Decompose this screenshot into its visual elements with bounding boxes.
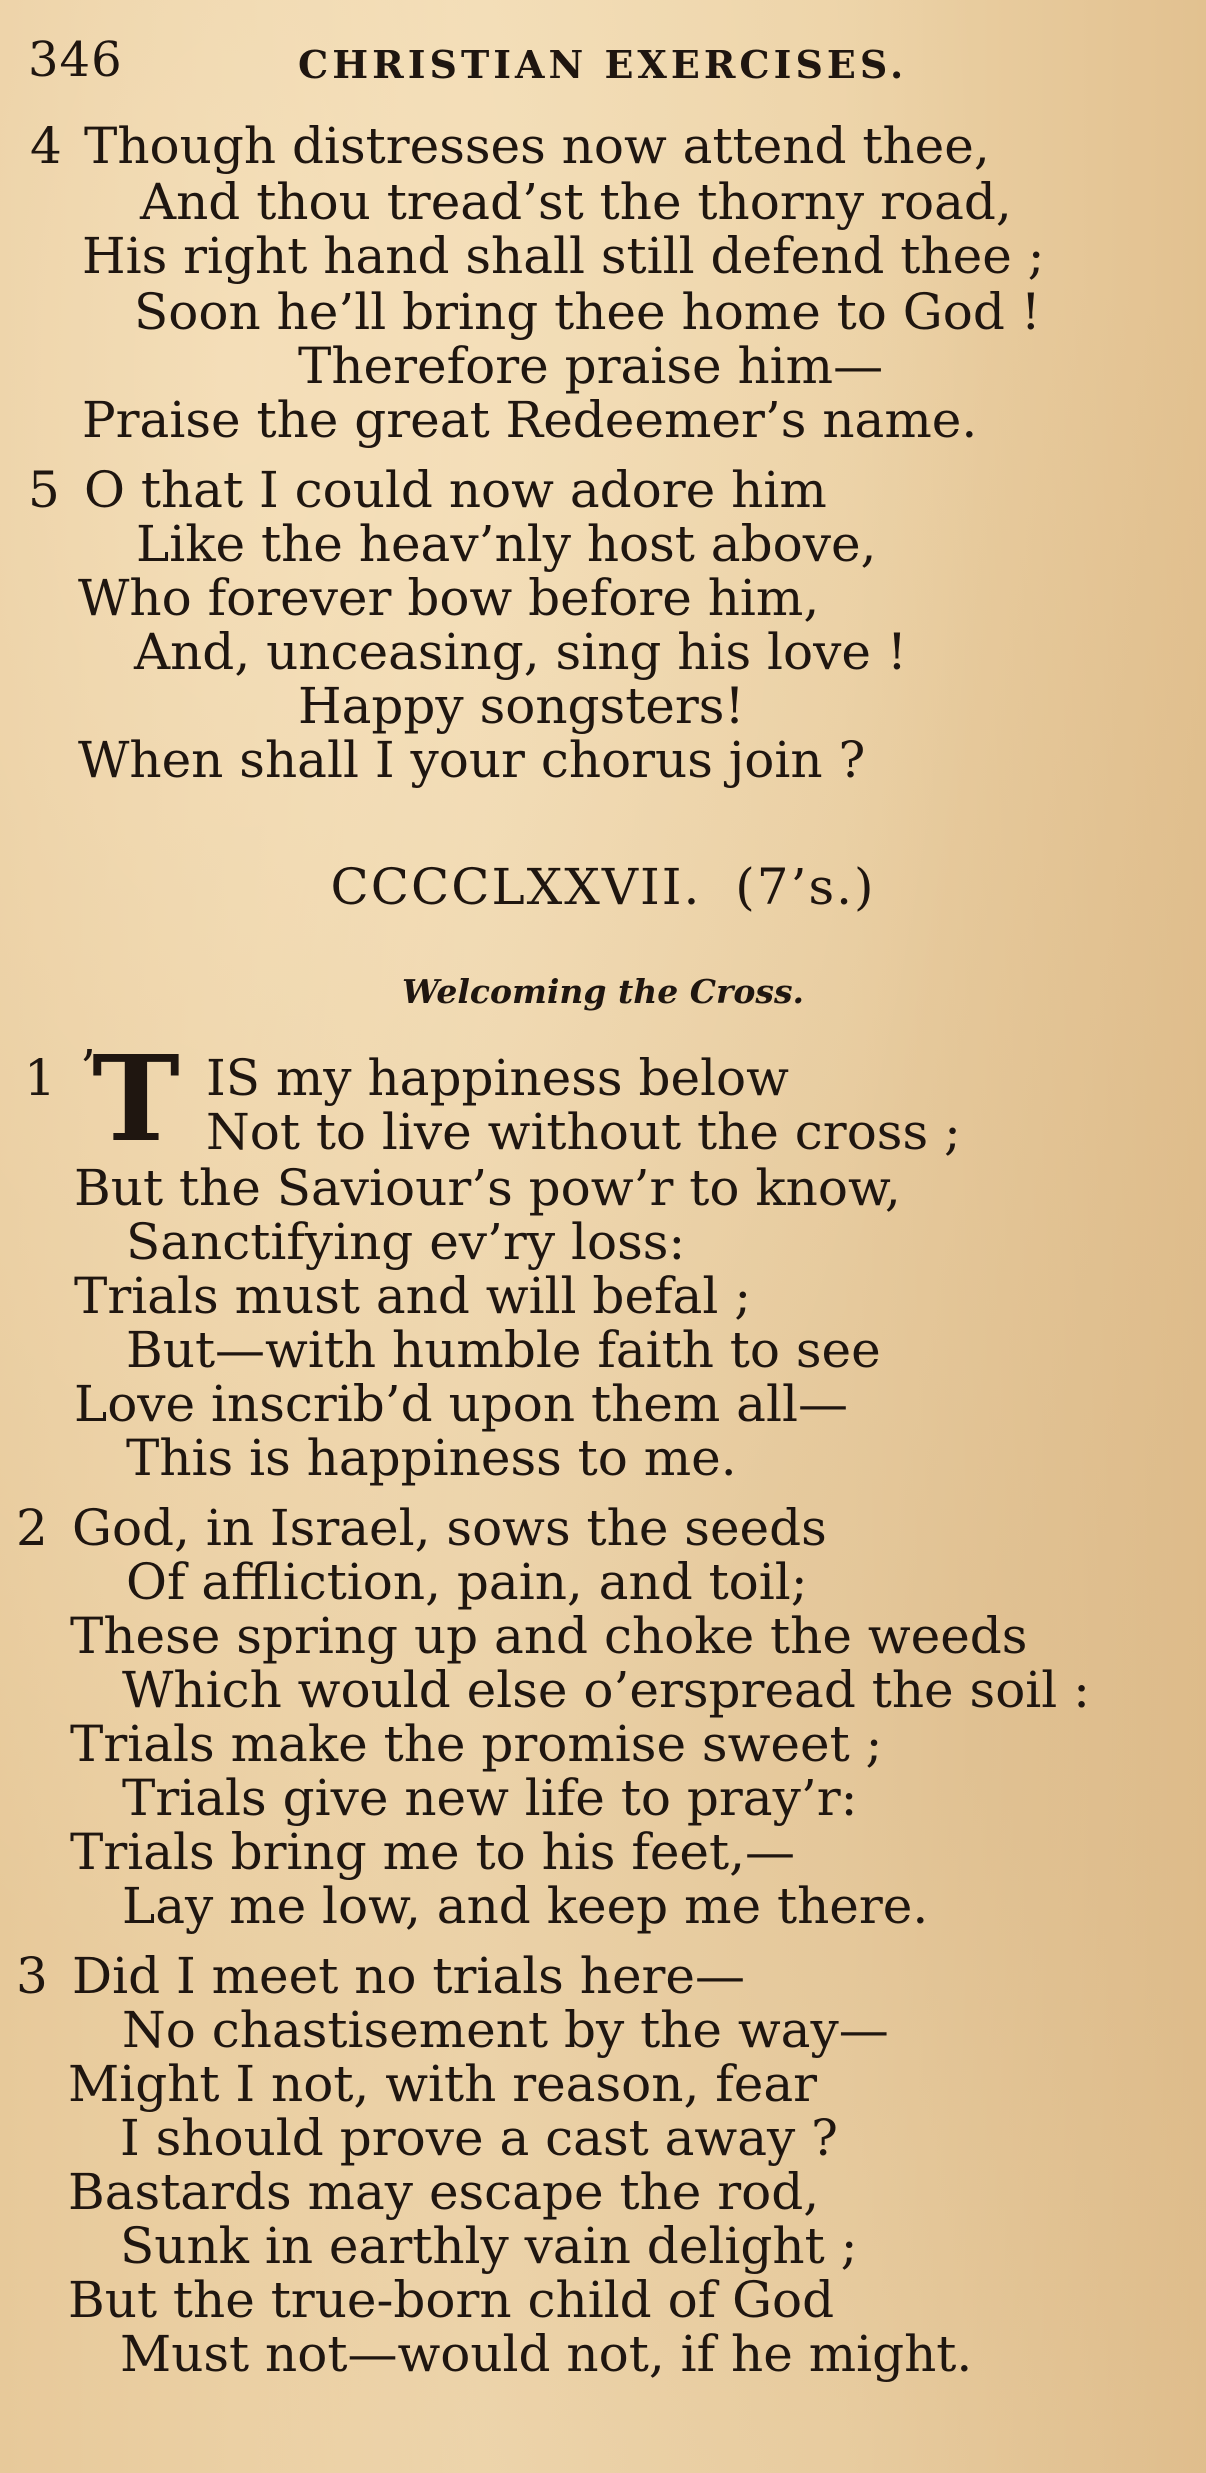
verse-line: Therefore praise him— [298, 337, 884, 395]
verse-line: But the true-born child of God [68, 2271, 835, 2329]
verse-line: Sanctifying ev’ry loss: [126, 1213, 686, 1271]
verse-line: Of affliction, pain, and toil; [126, 1553, 808, 1611]
verse-line: Like the heav’nly host above, [136, 515, 877, 573]
verse-line: His right hand shall still defend thee ; [82, 227, 1045, 285]
page-number: 346 [28, 32, 123, 88]
stanza-number: 3 [16, 1947, 48, 2005]
verse-line: Bastards may escape the rod, [68, 2163, 820, 2221]
hymn-number: CCCCLXXVII. [330, 858, 702, 916]
verse-line: Not to live without the cross ; [206, 1103, 961, 1161]
verse-line: Which would else o’erspread the soil : [122, 1661, 1091, 1719]
verse-line: But—with humble faith to see [126, 1321, 881, 1379]
hymn-meter: (7’s.) [735, 858, 876, 916]
verse-line: Love inscrib’d upon them all— [74, 1375, 848, 1433]
verse-line: Sunk in earthly vain delight ; [120, 2217, 858, 2275]
verse-line: Might I not, with reason, fear [68, 2055, 818, 2113]
stanza-number: 2 [16, 1499, 48, 1557]
verse-line: Soon he’ll bring thee home to God ! [134, 283, 1041, 341]
verse-line: O that I could now adore him [84, 461, 827, 519]
verse-line: This is happiness to me. [126, 1429, 737, 1487]
verse-line: Did I meet no trials here— [72, 1947, 746, 2005]
verse-line: No chastisement by the way— [122, 2001, 889, 2059]
verse-line: Lay me low, and keep me there. [122, 1877, 929, 1935]
verse-line: Who forever bow before him, [78, 569, 820, 627]
hymn-subtitle: Welcoming the Cross. [401, 972, 805, 1011]
verse-line: Praise the great Redeemer’s name. [82, 391, 978, 449]
opening-apostrophe: ’ [80, 1039, 96, 1097]
stanza-number: 1 [24, 1049, 56, 1107]
verse-line: Though distresses now attend thee, [84, 117, 990, 175]
running-title: CHRISTIAN EXERCISES. [298, 42, 908, 87]
page-header [28, 28, 1178, 88]
verse-line: When shall I your chorus join ? [78, 731, 866, 789]
verse-line: God, in Israel, sows the seeds [72, 1499, 827, 1557]
verse-line: IS my happiness below [206, 1049, 789, 1107]
stanza-number: 4 [30, 117, 62, 175]
verse-line: And, unceasing, sing his love ! [134, 623, 907, 681]
drop-capital: T [92, 1029, 180, 1168]
verse-line: Happy songsters! [298, 677, 745, 735]
verse-line: Trials make the promise sweet ; [70, 1715, 883, 1773]
verse-line: Trials must and will befal ; [74, 1267, 752, 1325]
verse-line: Must not—would not, if he might. [120, 2325, 973, 2383]
stanza-number: 5 [28, 461, 60, 519]
verse-line: And thou tread’st the thorny road, [140, 173, 1012, 231]
hymn-heading [0, 858, 1206, 916]
verse-line: Trials give new life to pray’r: [122, 1769, 858, 1827]
verse-line: But the Saviour’s pow’r to know, [74, 1159, 901, 1217]
verse-line: I should prove a cast away ? [120, 2109, 838, 2167]
verse-line: Trials bring me to his feet,— [70, 1823, 795, 1881]
verse-line: These spring up and choke the weeds [70, 1607, 1028, 1665]
